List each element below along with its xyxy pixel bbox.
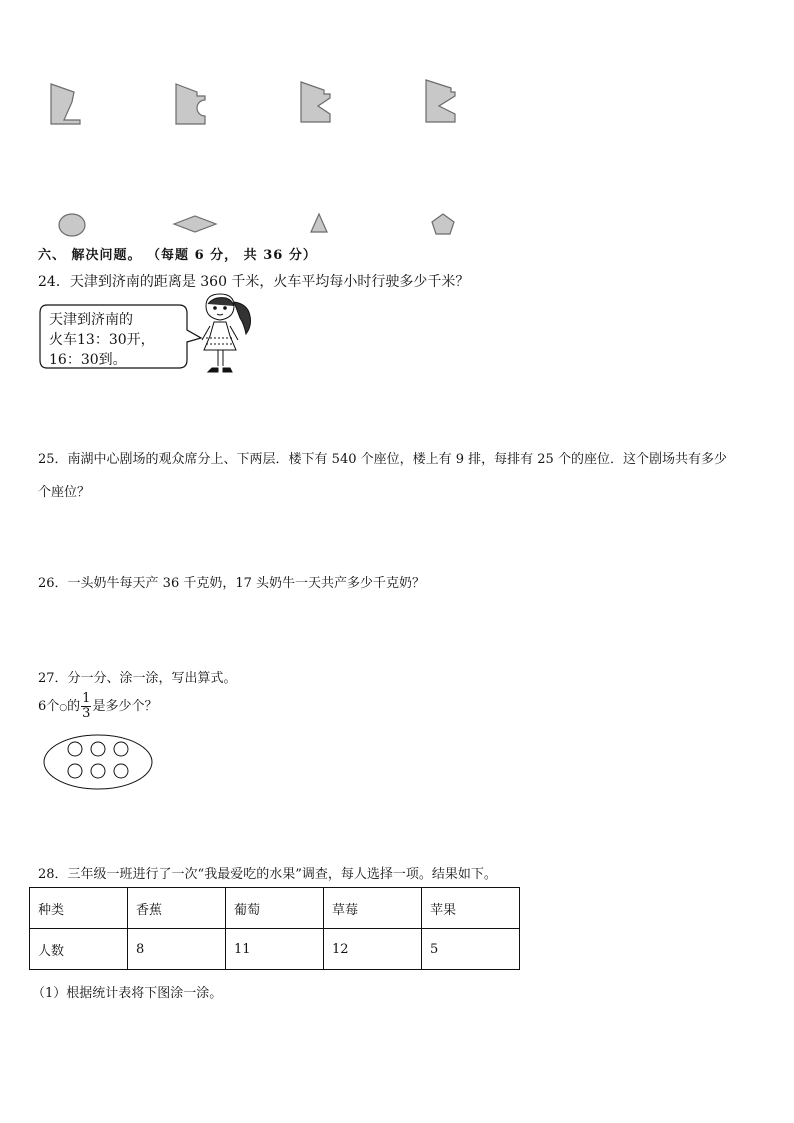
- section-title: 六、 解决问题。 （每题 6 分， 共 36 分）: [38, 248, 317, 263]
- diamond-shape: [172, 214, 218, 234]
- table-cell: 5: [422, 929, 520, 970]
- table-header-row: [30, 888, 520, 929]
- circle-symbol: ○: [59, 703, 68, 713]
- speech-bubble: [39, 304, 187, 368]
- question-27: 27．分一分、涂一涂，写出算式。: [38, 671, 237, 686]
- question-28: 28．三年级一班进行了一次“我最爱吃的水果”调查，每人选择一项。结果如下。: [38, 867, 497, 882]
- question-26: 26．一头奶牛每天产 36 千克奶，17 头奶牛一天共产多少千克奶？: [38, 576, 426, 591]
- question-28-part-1: （1）根据统计表将下图涂一涂。: [32, 986, 223, 1001]
- circle-shape: [56, 212, 88, 238]
- prompt-de: 的: [67, 699, 81, 714]
- speech-bubble-text: 天津到济南的 火车13：30开， 16：30到。: [49, 312, 155, 368]
- table-cell: 葡萄: [226, 888, 324, 929]
- question-25-line-1: 25．南湖中心剧场的观众席分上、下两层．楼下有 540 个座位，楼上有 9 排，每排有 25 个的座位．这个剧场共有多少: [38, 452, 727, 467]
- table-cell: 草莓: [324, 888, 422, 929]
- fruit-survey-table: [29, 887, 520, 970]
- fraction-numerator: 1: [82, 691, 91, 706]
- question-27-prompt: [38, 692, 157, 721]
- table-cell: 12: [324, 929, 422, 970]
- table-row: [30, 929, 520, 970]
- folded-paper-shape-3: [296, 80, 338, 126]
- table-cell: 11: [226, 929, 324, 970]
- triangle-shape: [308, 212, 330, 234]
- question-25-line-2: 个座位？: [38, 485, 91, 500]
- prompt-prefix: 6个: [38, 699, 60, 714]
- fraction-denominator: 3: [82, 706, 91, 721]
- prompt-suffix: 是多少个？: [92, 699, 158, 714]
- question-24: 24．天津到济南的距离是 360 千米，火车平均每小时行驶多少千米？: [38, 274, 470, 290]
- table-cell: 香蕉: [128, 888, 226, 929]
- fraction-one-third: [81, 692, 91, 721]
- folded-paper-shape-4: [421, 78, 463, 126]
- table-cell: 人数: [30, 929, 128, 970]
- table-cell: 苹果: [422, 888, 520, 929]
- circles-oval-diagram: [42, 733, 154, 791]
- table-cell: 8: [128, 929, 226, 970]
- folded-paper-shape-1: [46, 82, 88, 128]
- pentagon-shape: [430, 212, 456, 236]
- girl-illustration: [196, 292, 258, 378]
- folded-paper-shape-2: [171, 82, 213, 128]
- table-cell: 种类: [30, 888, 128, 929]
